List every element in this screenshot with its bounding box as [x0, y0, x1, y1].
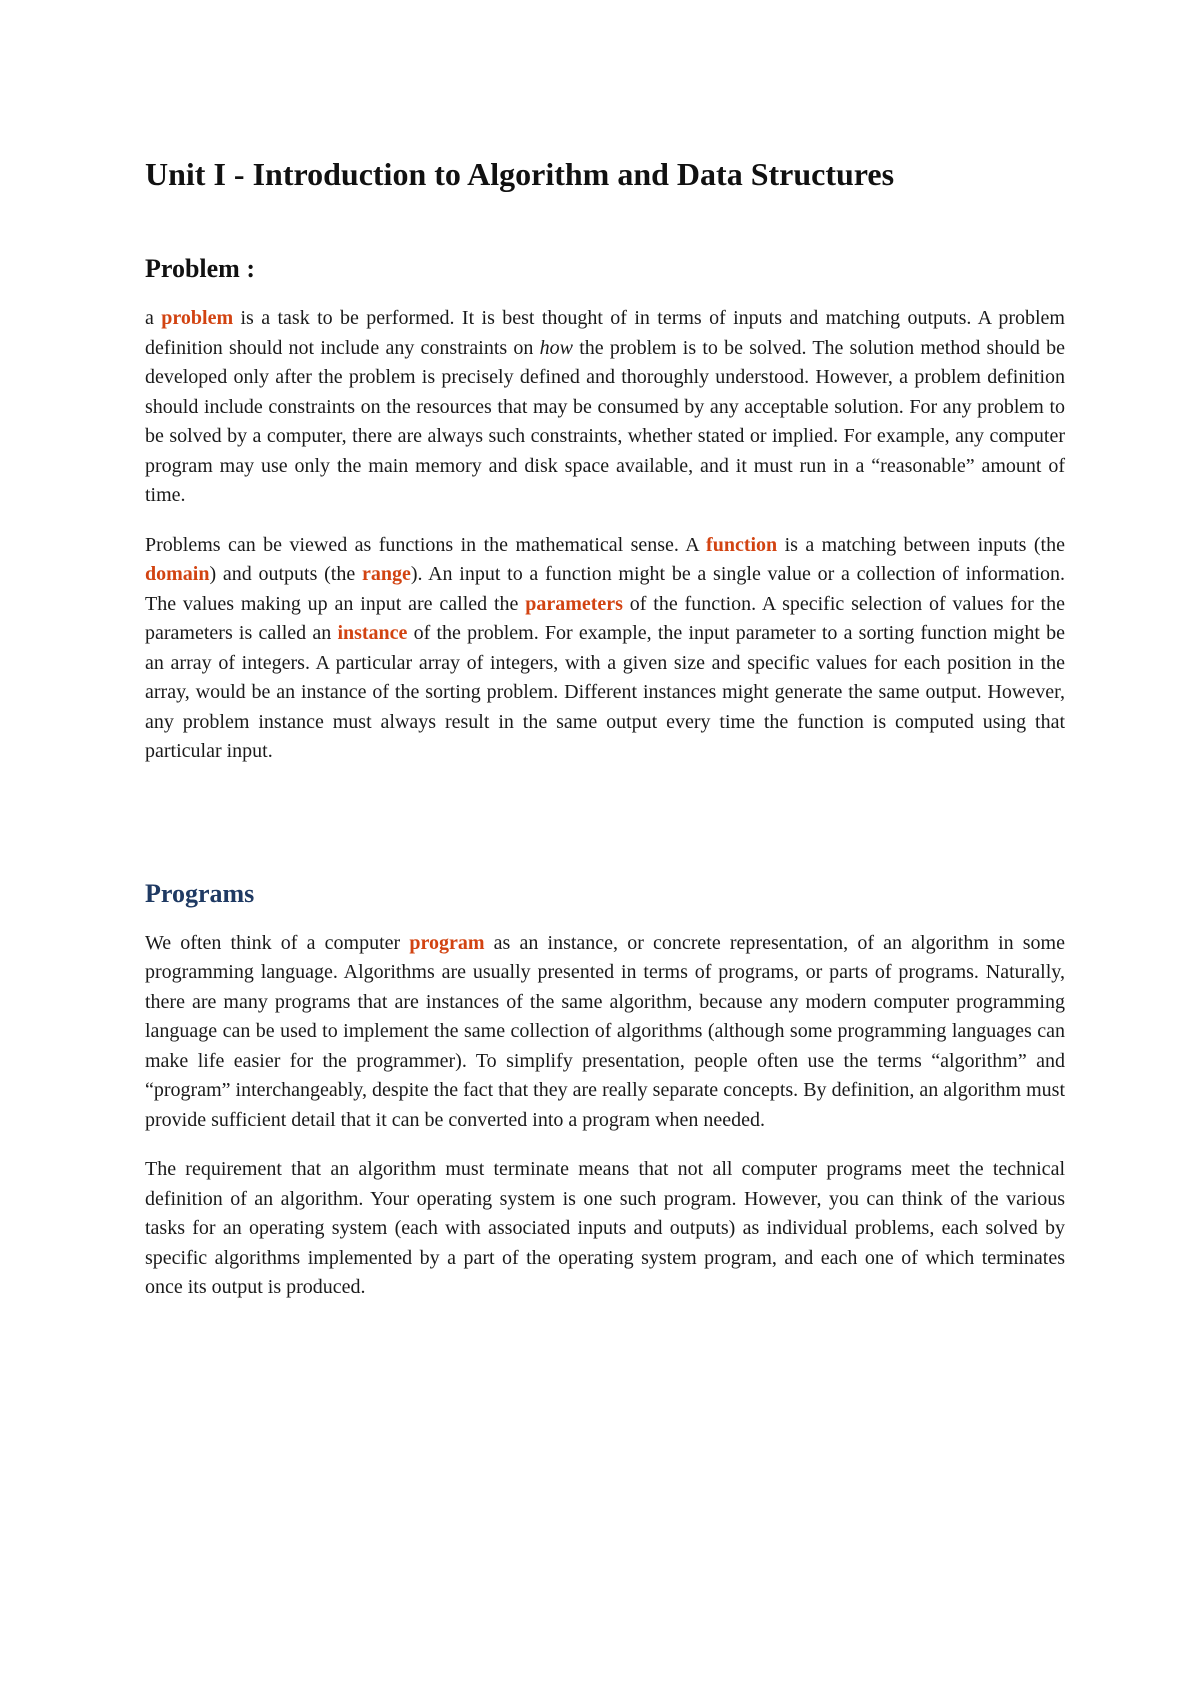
problem-paragraph-2: [145, 531, 1065, 767]
text-run: ) and outputs (the: [209, 563, 362, 585]
term-parameters: parameters: [525, 592, 623, 615]
document-content: [145, 140, 1065, 1303]
programs-paragraph-1: [145, 929, 1065, 1136]
term-instance: instance: [337, 622, 408, 644]
document-title: Unit I - Introduction to Algorithm and Data Structures: [145, 156, 895, 192]
term-function: function: [706, 533, 778, 556]
text-run: a: [145, 307, 162, 329]
text-run: of the function. A specific selection of values for the parameters is called an: [145, 592, 1065, 644]
problem-paragraph-1: [145, 304, 1065, 511]
text-run: We often think of a computer: [145, 931, 410, 954]
text-run: ). An input to a function might be a single value or a collection of information. The values making up an input are called the: [145, 563, 1066, 615]
text-run: is a task to be performed. It is best thought of in terms of inputs and matching outputs. A problem definition should not include any constraints on: [145, 307, 1065, 359]
term-domain: domain: [145, 563, 210, 585]
text-run: as an instance, or concrete representation, of an algorithm in some programming language. Algorithms are usually presented in terms of programs, or parts of programs. Naturally, there are many programs that are instances of the same algorithm, because any modern computer programming language can be used to implement the same collection of algorithms (although some programming languages can make life easier for the programmer). To simplify presentation, people often use the terms “algorithm” and “program” interchangeably, despite the fact that they are really separate concepts. By definition, an algorithm must provide sufficient detail that it can be converted into a program when needed.: [145, 931, 1065, 1131]
text-run: the problem is to be solved. The solution method should be developed only after the problem is precisely defined and thoroughly understood. However, a problem definition should include constraints on the resources that may be consumed by any acceptable solution. For any problem to be solved by a computer, there are always such constraints, whether stated or implied. For example, any computer program may use only the main memory and disk space available, and it must run in a “reasonable” amount of time.: [145, 336, 1066, 506]
text-run: Problems can be viewed as functions in the mathematical sense. A: [145, 533, 707, 556]
term-problem: problem: [161, 307, 234, 329]
term-program: program: [409, 931, 485, 954]
term-range: range: [361, 563, 411, 585]
programs-paragraph-2: The requirement that an algorithm must terminate means that not all computer programs meet the technical definition of an algorithm. Your operating system is one such program. However, you can think of the various tasks for an operating system (each with associated inputs and outputs) as individual problems, each solved by specific algorithms implemented by a part of the operating system program, and each one of which terminates once its output is produced.: [145, 1158, 1065, 1298]
programs-heading: Programs: [145, 878, 255, 908]
problem-heading: Problem :: [145, 254, 255, 283]
emphasis-how: how: [539, 336, 574, 359]
text-run: is a matching between inputs (the: [777, 533, 1065, 556]
text-run: of the problem. For example, the input parameter to a sorting function might be an array of integers. A particular array of integers, with a given size and specific values for each position in the array, would be an instance of the sorting problem. Different instances might generate the same output. However, any problem instance must always result in the same output every time the function is computed using that particular input.: [145, 622, 1065, 762]
